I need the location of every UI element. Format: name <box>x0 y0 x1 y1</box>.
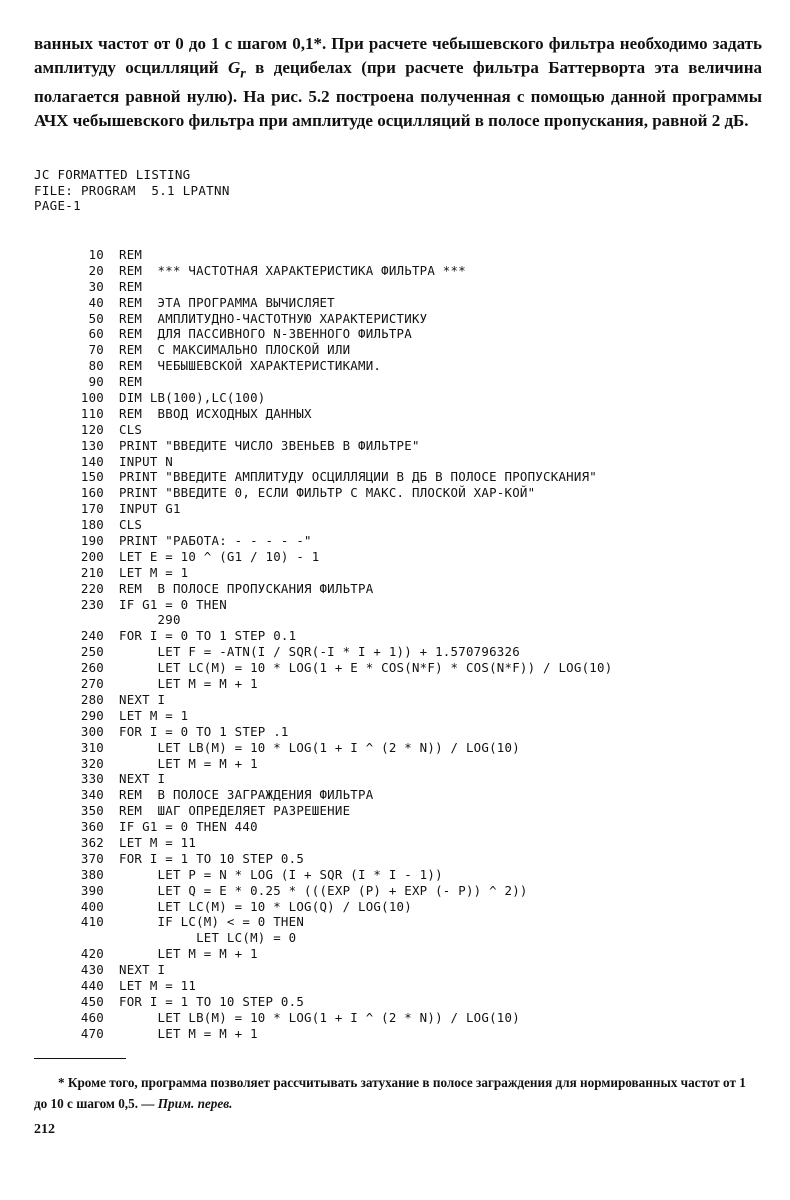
line-number: 362 <box>80 834 104 850</box>
code-statement: CLS <box>119 517 143 533</box>
code-line <box>66 994 766 1010</box>
code-statement: LET M = M + 1 <box>119 946 258 962</box>
code-statement: PRINT "ВВЕДИТЕ ЧИСЛО ЗВЕНЬЕВ В ФИЛЬТРЕ" <box>119 437 420 453</box>
code-statement: CLS <box>119 421 143 437</box>
code-line <box>66 978 766 994</box>
code-statement: REM *** ЧАСТОТНАЯ ХАРАКТЕРИСТИКА ФИЛЬТРА *** <box>119 262 466 278</box>
code-statement: REM <box>119 374 143 390</box>
line-number: 290 <box>80 707 104 723</box>
line-number: 70 <box>88 342 104 358</box>
code-statement: FOR I = 1 TO 10 STEP 0.5 <box>119 993 305 1009</box>
line-number: 130 <box>80 437 104 453</box>
line-number: 40 <box>88 294 104 310</box>
code-line <box>66 867 766 883</box>
line-number: 10 <box>88 247 104 262</box>
code-line <box>66 406 766 422</box>
code-statement: IF LC(M) < = 0 THEN <box>119 914 305 930</box>
code-line <box>66 756 766 772</box>
intro-text-part1: ванных частот от 0 до 1 с шагом 0,1*. При расчете чебышевского фильтра необходимо задать амплитуду осцилляций <box>34 34 762 77</box>
line-number: 350 <box>80 803 104 819</box>
code-statement: REM ЧЕБЫШЕВСКОЙ ХАРАКТЕРИСТИКАМИ. <box>119 358 382 374</box>
code-line <box>66 295 766 311</box>
line-number: 410 <box>80 914 104 930</box>
code-statement: LET M = 1 <box>119 707 189 723</box>
code-line <box>66 469 766 485</box>
code-line <box>66 660 766 676</box>
code-line <box>66 422 766 438</box>
code-statement: FOR I = 0 TO 1 STEP 0.1 <box>119 628 297 644</box>
line-number: 260 <box>80 660 104 676</box>
code-statement: REM В ПОЛОСЕ ПРОПУСКАНИЯ ФИЛЬТРА <box>119 580 374 596</box>
line-number: 450 <box>80 993 104 1009</box>
footnote-text: * Кроме того, программа позволяет рассчитывать затухание в полосе заграждения для нормированных частот от 1 до 10 с шагом 0,5. — <box>34 1075 746 1111</box>
line-number: 230 <box>80 596 104 612</box>
line-number: 280 <box>80 691 104 707</box>
footnote-translator-note: Прим. перев. <box>157 1096 233 1111</box>
code-statement: LET M = M + 1 <box>119 755 258 771</box>
intro-paragraph <box>34 32 762 133</box>
code-line <box>66 899 766 915</box>
code-line <box>66 914 766 930</box>
code-statement: IF G1 = 0 THEN <box>119 596 227 612</box>
line-number: 110 <box>80 405 104 421</box>
code-line <box>66 358 766 374</box>
code-line <box>66 597 766 613</box>
code-line <box>66 676 766 692</box>
code-line <box>66 1010 766 1026</box>
code-statement: LET LC(M) = 10 * LOG(Q) / LOG(10) <box>119 898 412 914</box>
line-number: 140 <box>80 453 104 469</box>
line-number: 180 <box>80 517 104 533</box>
code-statement: PRINT "РАБОТА: - - - - -" <box>119 533 312 549</box>
intro-text-part2: в децибелах (при расчете фильтра Баттерворта эта величина полагается равной нулю). На рис. 5.2 построена полученная с помощью данной программы АЧХ чебышевского фильтра при амплитуде осцилляций в полосе пропускания, равной 2 дБ. <box>34 58 762 131</box>
code-line <box>66 612 766 628</box>
code-statement: DIM LB(100),LC(100) <box>119 390 266 406</box>
line-number: 240 <box>80 628 104 644</box>
line-number: 120 <box>80 421 104 437</box>
line-number: 200 <box>80 548 104 564</box>
line-number: 170 <box>80 501 104 517</box>
line-number: 310 <box>80 739 104 755</box>
code-statement: LET M = M + 1 <box>119 676 258 692</box>
code-line <box>66 787 766 803</box>
code-line <box>66 263 766 279</box>
line-number: 80 <box>88 358 104 374</box>
listing-header-line: JC FORMATTED LISTING <box>34 167 191 182</box>
line-number: 270 <box>80 676 104 692</box>
code-line <box>66 708 766 724</box>
code-statement: LET M = 11 <box>119 834 197 850</box>
line-number: 20 <box>88 262 104 278</box>
line-number: 50 <box>88 310 104 326</box>
code-line <box>66 692 766 708</box>
line-number: 210 <box>80 564 104 580</box>
code-statement: LET LC(M) = 0 <box>119 930 297 946</box>
code-line <box>66 771 766 787</box>
line-number: 400 <box>80 898 104 914</box>
code-statement: LET LB(M) = 10 * LOG(1 + I ^ (2 * N)) / LOG(10) <box>119 739 520 755</box>
code-statement: REM ВВОД ИСХОДНЫХ ДАННЫХ <box>119 405 312 421</box>
code-line <box>66 581 766 597</box>
code-statement: LET M = M + 1 <box>119 1025 258 1041</box>
code-line <box>66 438 766 454</box>
code-line <box>66 819 766 835</box>
footnote <box>34 1072 762 1114</box>
code-statement: REM АМПЛИТУДНО-ЧАСТОТНУЮ ХАРАКТЕРИСТИКУ <box>119 310 428 326</box>
program-listing <box>66 247 766 1042</box>
line-number: 360 <box>80 819 104 835</box>
code-line <box>66 326 766 342</box>
line-number: 220 <box>80 580 104 596</box>
code-line <box>66 342 766 358</box>
code-statement: LET LB(M) = 10 * LOG(1 + I ^ (2 * N)) / LOG(10) <box>119 1009 520 1025</box>
code-statement: REM ШАГ ОПРЕДЕЛЯЕТ РАЗРЕШЕНИЕ <box>119 803 351 819</box>
code-statement: PRINT "ВВЕДИТЕ АМПЛИТУДУ ОСЦИЛЛЯЦИИ В ДБ В ПОЛОСЕ ПРОПУСКАНИЯ" <box>119 469 598 485</box>
code-line <box>66 533 766 549</box>
code-statement: FOR I = 1 TO 10 STEP 0.5 <box>119 850 305 866</box>
line-number <box>66 612 104 628</box>
oscillation-symbol: G <box>227 58 241 77</box>
listing-header-line: PAGE-1 <box>34 198 81 214</box>
code-statement: LET P = N * LOG (I + SQR (I * I - 1)) <box>119 866 443 882</box>
code-line <box>66 835 766 851</box>
code-line <box>66 247 766 263</box>
code-line <box>66 501 766 517</box>
code-statement: REM <box>119 278 143 294</box>
line-number: 390 <box>80 882 104 898</box>
line-number: 380 <box>80 866 104 882</box>
listing-header-line: FILE: PROGRAM 5.1 LPATNN <box>34 182 230 198</box>
code-statement: LET E = 10 ^ (G1 / 10) - 1 <box>119 548 320 564</box>
code-line <box>66 946 766 962</box>
line-number: 300 <box>80 723 104 739</box>
code-line <box>66 549 766 565</box>
line-number: 60 <box>88 326 104 342</box>
code-statement: REM ЭТА ПРОГРАММА ВЫЧИСЛЯЕТ <box>119 294 335 310</box>
line-number: 420 <box>80 946 104 962</box>
code-line <box>66 565 766 581</box>
code-statement: REM С МАКСИМАЛЬНО ПЛОСКОЙ ИЛИ <box>119 342 351 358</box>
code-statement: 290 <box>119 612 181 628</box>
code-statement: FOR I = 0 TO 1 STEP .1 <box>119 723 289 739</box>
code-statement: LET Q = E * 0.25 * (((EXP (P) + EXP (- P)) ^ 2)) <box>119 882 528 898</box>
code-line <box>66 851 766 867</box>
line-number: 320 <box>80 755 104 771</box>
code-statement: LET F = -ATN(I / SQR(-I * I + 1)) + 1.570796326 <box>119 644 520 660</box>
code-line <box>66 311 766 327</box>
code-statement: NEXT I <box>119 962 166 978</box>
code-statement: REM В ПОЛОСЕ ЗАГРАЖДЕНИЯ ФИЛЬТРА <box>119 787 374 803</box>
code-statement: LET M = 11 <box>119 977 197 993</box>
line-number: 470 <box>80 1025 104 1041</box>
code-line <box>66 883 766 899</box>
code-line <box>66 962 766 978</box>
line-number: 370 <box>80 850 104 866</box>
line-number: 460 <box>80 1009 104 1025</box>
code-statement: REM <box>119 247 143 262</box>
line-number: 250 <box>80 644 104 660</box>
footnote-divider <box>34 1058 126 1059</box>
line-number: 440 <box>80 977 104 993</box>
code-statement: NEXT I <box>119 771 166 787</box>
code-statement: INPUT G1 <box>119 501 181 517</box>
line-number: 430 <box>80 962 104 978</box>
code-statement: REM ДЛЯ ПАССИВНОГО N-ЗВЕННОГО ФИЛЬТРА <box>119 326 412 342</box>
code-line <box>66 454 766 470</box>
oscillation-symbol-subscript: r <box>240 65 246 82</box>
line-number: 150 <box>80 469 104 485</box>
code-line <box>66 1026 766 1042</box>
code-line <box>66 485 766 501</box>
line-number: 330 <box>80 771 104 787</box>
code-statement: NEXT I <box>119 691 166 707</box>
code-line <box>66 279 766 295</box>
code-line <box>66 740 766 756</box>
code-statement: LET M = 1 <box>119 564 189 580</box>
line-number: 100 <box>80 390 104 406</box>
line-number: 90 <box>88 374 104 390</box>
code-line <box>66 390 766 406</box>
line-number <box>66 930 104 946</box>
line-number: 30 <box>88 278 104 294</box>
line-number: 190 <box>80 533 104 549</box>
page-number: 212 <box>34 1122 55 1137</box>
code-line <box>66 724 766 740</box>
code-statement: LET LC(M) = 10 * LOG(1 + E * COS(N*F) * COS(N*F)) / LOG(10) <box>119 660 613 676</box>
code-line <box>66 628 766 644</box>
code-line <box>66 930 766 946</box>
code-line <box>66 517 766 533</box>
line-number: 160 <box>80 485 104 501</box>
line-number: 340 <box>80 787 104 803</box>
code-line <box>66 644 766 660</box>
code-line <box>66 803 766 819</box>
code-statement: INPUT N <box>119 453 173 469</box>
code-statement: IF G1 = 0 THEN 440 <box>119 819 258 835</box>
listing-header <box>34 167 230 214</box>
code-statement: PRINT "ВВЕДИТЕ 0, ЕСЛИ ФИЛЬТР С МАКС. ПЛОСКОЙ ХАР-КОЙ" <box>119 485 536 501</box>
code-line <box>66 374 766 390</box>
